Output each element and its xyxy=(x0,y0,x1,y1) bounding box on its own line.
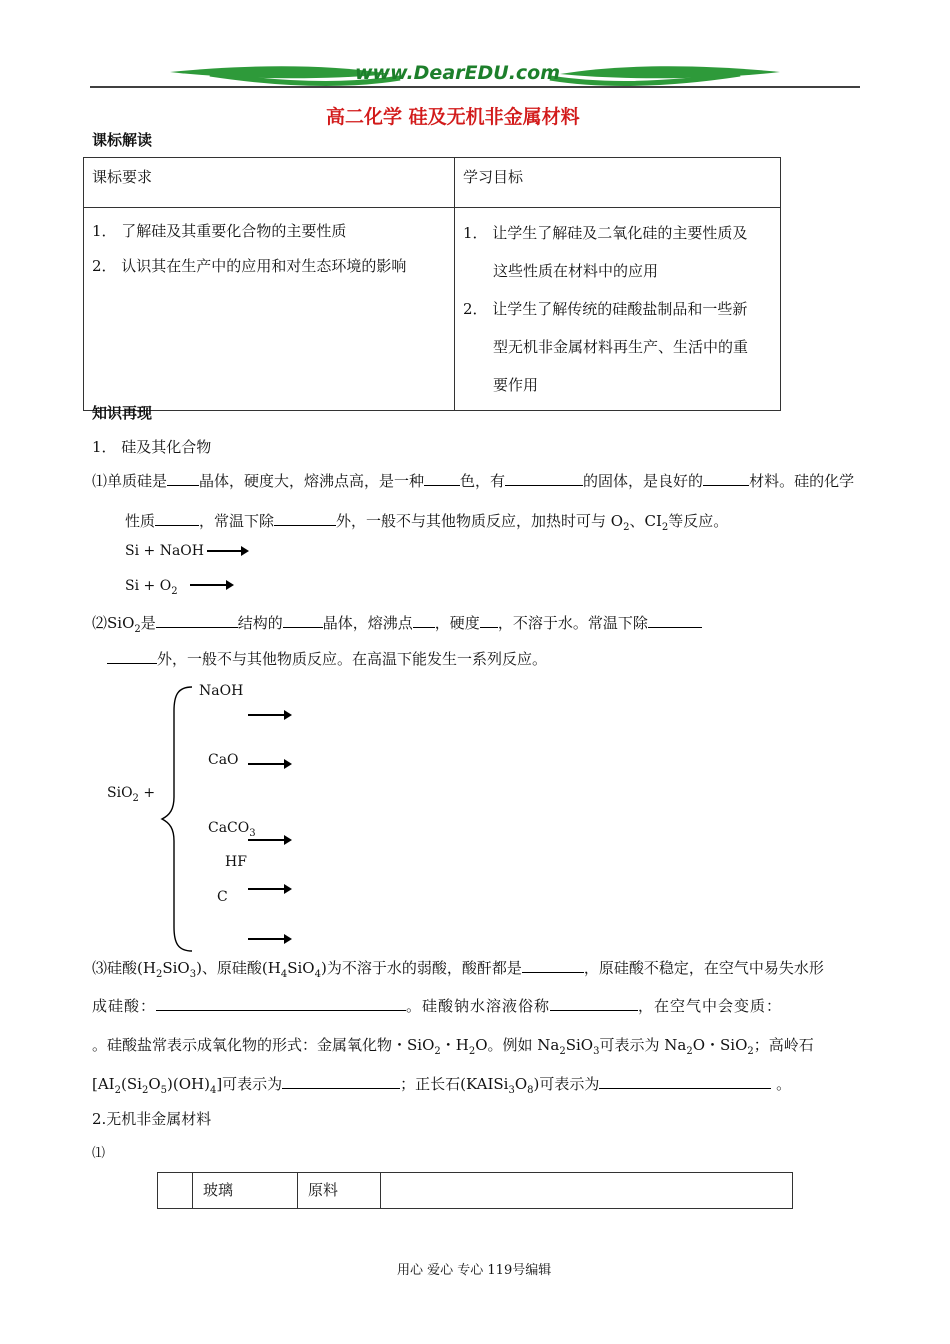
paragraph-silicic-3: 。硅酸盐常表示成氧化物的形式：金属氧化物・SiO$_2$・$H_2O$。例如 $Na_2SiO_3$可表示为 $Na_2O$・SiO$_2$；高岭石 xyxy=(92,1036,814,1057)
subheading-silicon: 1． 硅及其化合物 xyxy=(92,438,212,456)
leaf-right-icon xyxy=(560,66,780,78)
reagent-cao: CaO xyxy=(208,752,239,768)
materials-table xyxy=(157,1172,793,1209)
arrow-icon xyxy=(190,584,228,586)
page-title: 高二化学 硅及无机非金属材料 xyxy=(326,106,580,128)
arrow-icon xyxy=(248,839,286,841)
equation-si-o2: $Si + O_2$ xyxy=(125,578,178,597)
arrow-icon xyxy=(248,714,286,716)
brace-icon xyxy=(160,685,196,953)
reagent-hf: HF xyxy=(225,854,247,870)
paragraph-silicic-2: 成硅酸： 。硅酸钠水溶液俗称 ，在空气中会变质： xyxy=(92,997,783,1015)
arrow-icon xyxy=(248,763,286,765)
section-heading-knowledge: 知识再现 xyxy=(92,404,153,422)
table-cell: 玻璃 xyxy=(193,1173,298,1209)
reagent-naoh: NaOH xyxy=(199,683,244,699)
arrow-icon xyxy=(248,888,286,890)
sio2-label: SiO$_2$ + xyxy=(107,785,156,804)
paragraph-silicon-1: ⑴单质硅是 晶体，硬度大，熔沸点高，是一种 色，有 的固体，是良好的 材料。硅的化学 xyxy=(92,472,855,490)
list-item: 2． 让学生了解传统的硅酸盐制品和一些新 xyxy=(463,300,748,318)
list-item: 1． 让学生了解硅及二氧化硅的主要性质及 xyxy=(463,224,748,242)
subheading-materials-item: ⑴ xyxy=(92,1146,106,1161)
list-item-cont: 要作用 xyxy=(493,376,539,394)
curriculum-table xyxy=(83,157,781,411)
table-header-requirements: 课标要求 xyxy=(84,158,455,208)
list-item-cont: 型无机非金属材料再生产、生活中的重 xyxy=(493,338,749,356)
requirements-cell xyxy=(84,208,455,411)
table-cell xyxy=(381,1173,793,1209)
paragraph-sio2-1: ⑵SiO$_2$是 结构的 晶体，熔沸点 ，硬度 ，不溶于水。常温下除 xyxy=(92,612,702,635)
arrow-icon xyxy=(207,550,243,552)
paragraph-silicon-2: 性质 ，常温下除 外，一般不与其他物质反应，加热时可与 $O_2$、$CI_2$等反应。 xyxy=(125,512,729,533)
table-header-goals: 学习目标 xyxy=(455,158,781,208)
equation-si-naoh: Si + NaOH xyxy=(125,543,204,559)
arrow-icon xyxy=(248,938,286,940)
site-logo-text: www.DearEDU.com xyxy=(355,62,561,84)
paragraph-sio2-2: 外，一般不与其他物质反应。在高温下能发生一系列反应。 xyxy=(107,648,547,669)
section-heading-curriculum: 课标解读 xyxy=(92,131,153,149)
list-item: 2． 认识其在生产中的应用和对生态环境的影响 xyxy=(92,257,407,275)
goals-cell xyxy=(455,208,781,411)
reagent-c: C xyxy=(217,889,228,905)
table-cell xyxy=(158,1173,193,1209)
table-cell: 原料 xyxy=(298,1173,381,1209)
paragraph-silicic-4: $[AI_2(Si_2O_5)(OH)_4]$可表示为 ；正长石$(KAISi_3O_8)$可表示为 。 xyxy=(92,1075,792,1096)
page-footer: 用心 爱心 专心 119号编辑 xyxy=(397,1263,552,1278)
paragraph-silicic-1: ⑶硅酸$(H_2SiO_3)$、原硅酸$(H_4SiO_4)$为不溶于水的弱酸，酸酐都是 ，原硅酸不稳定，在空气中易失水形 xyxy=(92,959,824,980)
list-item-cont: 这些性质在材料中的应用 xyxy=(493,262,659,280)
subheading-materials: 2.无机非金属材料 xyxy=(92,1110,212,1128)
reagent-caco3: CaCO$_3$ xyxy=(208,820,256,839)
list-item: 1． 了解硅及其重要化合物的主要性质 xyxy=(92,222,347,240)
